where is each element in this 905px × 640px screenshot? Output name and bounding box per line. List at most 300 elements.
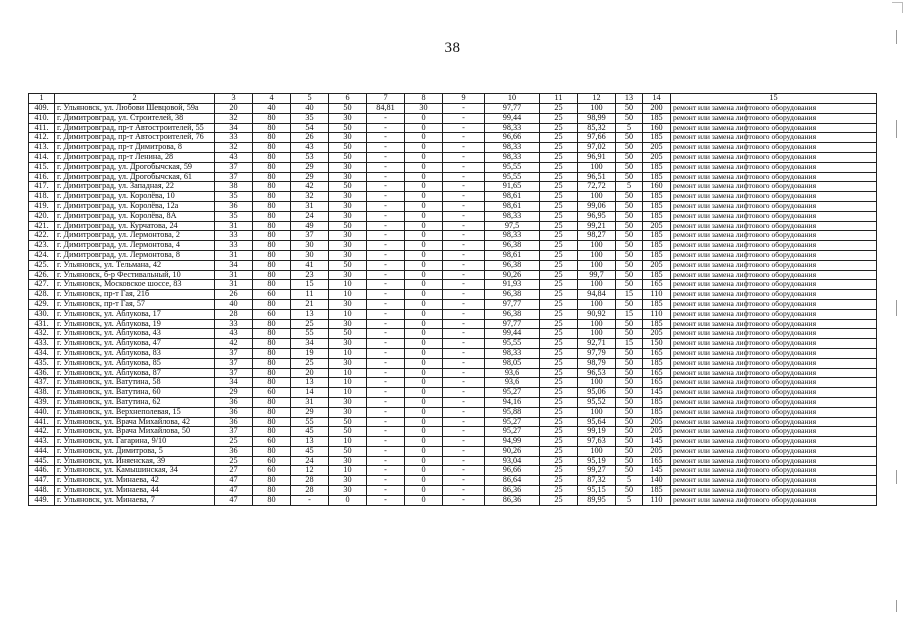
value-cell: 0 bbox=[405, 397, 443, 407]
value-cell: 185 bbox=[643, 270, 671, 280]
value-cell: 93,6 bbox=[485, 368, 540, 378]
value-cell: 145 bbox=[643, 388, 671, 398]
value-cell: 185 bbox=[643, 192, 671, 202]
value-cell: 160 bbox=[643, 182, 671, 192]
value-cell: 95,55 bbox=[485, 172, 540, 182]
value-cell: 33 bbox=[215, 319, 253, 329]
address-cell: г. Ульяновск, ул. Тельмана, 42 bbox=[55, 260, 215, 270]
value-cell: - bbox=[443, 241, 485, 251]
value-cell: 50 bbox=[616, 368, 643, 378]
value-cell: 185 bbox=[643, 358, 671, 368]
value-cell: 96,91 bbox=[578, 152, 616, 162]
value-cell: 80 bbox=[253, 446, 291, 456]
table-row bbox=[29, 172, 877, 182]
work-type-cell: ремонт или замена лифтового оборудования bbox=[671, 211, 877, 221]
work-type-cell: ремонт или замена лифтового оборудования bbox=[671, 250, 877, 260]
value-cell: 96,51 bbox=[578, 172, 616, 182]
value-cell: 185 bbox=[643, 133, 671, 143]
table-row bbox=[29, 368, 877, 378]
value-cell: 54 bbox=[291, 123, 329, 133]
value-cell: 185 bbox=[643, 172, 671, 182]
value-cell: 31 bbox=[215, 250, 253, 260]
value-cell: 35 bbox=[291, 113, 329, 123]
value-cell: 98,61 bbox=[485, 192, 540, 202]
value-cell: - bbox=[443, 280, 485, 290]
value-cell: 98,33 bbox=[485, 143, 540, 153]
value-cell: 0 bbox=[405, 280, 443, 290]
value-cell: 33 bbox=[215, 241, 253, 251]
value-cell: 20 bbox=[215, 104, 253, 114]
value-cell: 0 bbox=[405, 495, 443, 505]
value-cell: 0 bbox=[405, 290, 443, 300]
value-cell: 25 bbox=[540, 192, 578, 202]
value-cell: 0 bbox=[405, 162, 443, 172]
value-cell: 98,33 bbox=[485, 211, 540, 221]
row-number-cell: 421. bbox=[29, 221, 55, 231]
work-type-cell: ремонт или замена лифтового оборудования bbox=[671, 290, 877, 300]
value-cell: 99,06 bbox=[578, 201, 616, 211]
value-cell: 29 bbox=[291, 172, 329, 182]
row-number-cell: 443. bbox=[29, 437, 55, 447]
value-cell: 100 bbox=[578, 104, 616, 114]
work-type-cell: ремонт или замена лифтового оборудования bbox=[671, 182, 877, 192]
value-cell: 50 bbox=[616, 417, 643, 427]
value-cell: 97,79 bbox=[578, 348, 616, 358]
value-cell: 50 bbox=[616, 260, 643, 270]
table-row bbox=[29, 495, 877, 505]
value-cell: 47 bbox=[215, 486, 253, 496]
work-type-cell: ремонт или замена лифтового оборудования bbox=[671, 358, 877, 368]
value-cell: 99,21 bbox=[578, 221, 616, 231]
value-cell: - bbox=[443, 397, 485, 407]
address-cell: г. Ульяновск, ул. Ватутина, 60 bbox=[55, 388, 215, 398]
value-cell: 93,04 bbox=[485, 456, 540, 466]
value-cell: 25 bbox=[540, 123, 578, 133]
value-cell: 50 bbox=[329, 329, 367, 339]
value-cell: - bbox=[367, 280, 405, 290]
value-cell: 100 bbox=[578, 241, 616, 251]
value-cell: 185 bbox=[643, 319, 671, 329]
value-cell: 100 bbox=[578, 407, 616, 417]
value-cell: 205 bbox=[643, 427, 671, 437]
row-number-cell: 439. bbox=[29, 397, 55, 407]
value-cell: 110 bbox=[643, 290, 671, 300]
value-cell: 40 bbox=[253, 104, 291, 114]
value-cell: 95,55 bbox=[485, 162, 540, 172]
value-cell: 0 bbox=[405, 427, 443, 437]
table-body bbox=[29, 104, 877, 506]
row-number-cell: 420. bbox=[29, 211, 55, 221]
value-cell: 26 bbox=[291, 133, 329, 143]
value-cell: 50 bbox=[616, 221, 643, 231]
table-row bbox=[29, 133, 877, 143]
value-cell: - bbox=[443, 446, 485, 456]
column-header: 14 bbox=[643, 94, 671, 104]
table-row bbox=[29, 427, 877, 437]
table-row bbox=[29, 260, 877, 270]
value-cell: 10 bbox=[329, 378, 367, 388]
value-cell: - bbox=[367, 319, 405, 329]
address-cell: г. Димитровград, ул. Курчатова, 24 bbox=[55, 221, 215, 231]
table-row bbox=[29, 388, 877, 398]
value-cell: 80 bbox=[253, 495, 291, 505]
value-cell: - bbox=[443, 319, 485, 329]
row-number-cell: 413. bbox=[29, 143, 55, 153]
value-cell: 12 bbox=[291, 466, 329, 476]
table-row bbox=[29, 358, 877, 368]
table-row bbox=[29, 162, 877, 172]
value-cell: 94,99 bbox=[485, 437, 540, 447]
value-cell: 29 bbox=[215, 388, 253, 398]
table-row bbox=[29, 309, 877, 319]
value-cell: 95,27 bbox=[485, 427, 540, 437]
table-row bbox=[29, 280, 877, 290]
value-cell: 34 bbox=[215, 123, 253, 133]
table-row bbox=[29, 437, 877, 447]
value-cell: 45 bbox=[291, 446, 329, 456]
value-cell: 0 bbox=[405, 231, 443, 241]
value-cell: 0 bbox=[405, 319, 443, 329]
value-cell: 25 bbox=[540, 378, 578, 388]
value-cell: - bbox=[443, 290, 485, 300]
table-row bbox=[29, 486, 877, 496]
value-cell: 80 bbox=[253, 348, 291, 358]
row-number-cell: 415. bbox=[29, 162, 55, 172]
address-cell: г. Ульяновск, ул. Аблукова, 87 bbox=[55, 368, 215, 378]
value-cell: 28 bbox=[291, 486, 329, 496]
value-cell: - bbox=[367, 339, 405, 349]
value-cell: 95,06 bbox=[578, 388, 616, 398]
value-cell: - bbox=[367, 290, 405, 300]
address-cell: г. Димитровград, ул. Дрогобычская, 59 bbox=[55, 162, 215, 172]
value-cell: 0 bbox=[405, 437, 443, 447]
value-cell: 80 bbox=[253, 486, 291, 496]
value-cell: 27 bbox=[215, 466, 253, 476]
value-cell: 0 bbox=[405, 250, 443, 260]
value-cell: 24 bbox=[291, 211, 329, 221]
value-cell: 50 bbox=[616, 104, 643, 114]
value-cell: 25 bbox=[540, 152, 578, 162]
address-cell: г. Димитровград, пр-т Ленина, 28 bbox=[55, 152, 215, 162]
value-cell: 185 bbox=[643, 211, 671, 221]
value-cell: - bbox=[443, 358, 485, 368]
value-cell: - bbox=[443, 162, 485, 172]
value-cell: 98,27 bbox=[578, 231, 616, 241]
value-cell: 100 bbox=[578, 162, 616, 172]
row-number-cell: 409. bbox=[29, 104, 55, 114]
value-cell: 34 bbox=[215, 260, 253, 270]
address-cell: г. Ульяновск, ул. Врача Михайлова, 50 bbox=[55, 427, 215, 437]
work-type-cell: ремонт или замена лифтового оборудования bbox=[671, 260, 877, 270]
value-cell: - bbox=[367, 476, 405, 486]
value-cell: 80 bbox=[253, 250, 291, 260]
value-cell: 36 bbox=[215, 407, 253, 417]
value-cell: 10 bbox=[329, 388, 367, 398]
value-cell: 30 bbox=[329, 339, 367, 349]
value-cell: 0 bbox=[405, 143, 443, 153]
value-cell: 145 bbox=[643, 437, 671, 447]
value-cell: 50 bbox=[616, 427, 643, 437]
value-cell: 50 bbox=[616, 397, 643, 407]
value-cell: - bbox=[367, 162, 405, 172]
address-cell: г. Ульяновск, ул. Врача Михайлова, 42 bbox=[55, 417, 215, 427]
table-row bbox=[29, 348, 877, 358]
value-cell: 10 bbox=[329, 437, 367, 447]
value-cell: 13 bbox=[291, 437, 329, 447]
value-cell: 21 bbox=[291, 299, 329, 309]
value-cell: 96,95 bbox=[578, 211, 616, 221]
value-cell: 37 bbox=[215, 358, 253, 368]
value-cell: - bbox=[367, 172, 405, 182]
address-cell: г. Ульяновск, ул. Любови Шевцовой, 59а bbox=[55, 104, 215, 114]
address-cell: г. Димитровград, ул. Королёва, 12а bbox=[55, 201, 215, 211]
value-cell: 80 bbox=[253, 270, 291, 280]
value-cell: - bbox=[367, 182, 405, 192]
work-type-cell: ремонт или замена лифтового оборудования bbox=[671, 192, 877, 202]
value-cell: 96,38 bbox=[485, 290, 540, 300]
value-cell: 10 bbox=[329, 466, 367, 476]
column-header: 8 bbox=[405, 94, 443, 104]
value-cell: - bbox=[443, 182, 485, 192]
value-cell: 99,44 bbox=[485, 113, 540, 123]
value-cell: 50 bbox=[329, 152, 367, 162]
value-cell: 25 bbox=[540, 417, 578, 427]
value-cell: 15 bbox=[616, 309, 643, 319]
value-cell: 0 bbox=[405, 172, 443, 182]
value-cell: - bbox=[367, 192, 405, 202]
value-cell: 185 bbox=[643, 113, 671, 123]
work-type-cell: ремонт или замена лифтового оборудования bbox=[671, 456, 877, 466]
value-cell: 97,77 bbox=[485, 319, 540, 329]
table-row bbox=[29, 339, 877, 349]
row-number-cell: 433. bbox=[29, 339, 55, 349]
value-cell: 10 bbox=[329, 309, 367, 319]
value-cell: 60 bbox=[253, 309, 291, 319]
value-cell: 25 bbox=[540, 437, 578, 447]
value-cell: 91,93 bbox=[485, 280, 540, 290]
value-cell: - bbox=[367, 152, 405, 162]
table-row bbox=[29, 270, 877, 280]
value-cell: 0 bbox=[405, 446, 443, 456]
table-row bbox=[29, 446, 877, 456]
value-cell: 10 bbox=[329, 348, 367, 358]
value-cell: - bbox=[443, 143, 485, 153]
value-cell: 50 bbox=[616, 280, 643, 290]
margin-tick bbox=[896, 470, 897, 484]
value-cell: 30 bbox=[329, 231, 367, 241]
row-number-cell: 440. bbox=[29, 407, 55, 417]
value-cell: 32 bbox=[291, 192, 329, 202]
value-cell: 80 bbox=[253, 231, 291, 241]
value-cell: 30 bbox=[329, 476, 367, 486]
value-cell: 11 bbox=[291, 290, 329, 300]
value-cell: 0 bbox=[405, 133, 443, 143]
value-cell: - bbox=[443, 201, 485, 211]
value-cell: 50 bbox=[616, 211, 643, 221]
value-cell: - bbox=[443, 495, 485, 505]
value-cell: 50 bbox=[616, 192, 643, 202]
value-cell: 0 bbox=[405, 466, 443, 476]
value-cell: - bbox=[443, 113, 485, 123]
table-row bbox=[29, 466, 877, 476]
value-cell: 96,38 bbox=[485, 260, 540, 270]
value-cell: 40 bbox=[291, 104, 329, 114]
value-cell: 97,66 bbox=[578, 133, 616, 143]
value-cell: - bbox=[367, 427, 405, 437]
value-cell: 30 bbox=[329, 319, 367, 329]
value-cell: - bbox=[367, 113, 405, 123]
value-cell: 25 bbox=[540, 348, 578, 358]
value-cell: 0 bbox=[405, 152, 443, 162]
value-cell: - bbox=[443, 417, 485, 427]
value-cell: - bbox=[367, 388, 405, 398]
value-cell: 200 bbox=[643, 104, 671, 114]
value-cell: - bbox=[367, 270, 405, 280]
value-cell: - bbox=[367, 250, 405, 260]
value-cell: 80 bbox=[253, 182, 291, 192]
value-cell: 25 bbox=[540, 476, 578, 486]
value-cell: 36 bbox=[215, 397, 253, 407]
value-cell: - bbox=[443, 378, 485, 388]
value-cell: 25 bbox=[540, 466, 578, 476]
value-cell: 15 bbox=[616, 290, 643, 300]
row-number-cell: 441. bbox=[29, 417, 55, 427]
value-cell: 13 bbox=[291, 309, 329, 319]
value-cell: 25 bbox=[540, 104, 578, 114]
value-cell: 80 bbox=[253, 123, 291, 133]
work-type-cell: ремонт или замена лифтового оборудования bbox=[671, 143, 877, 153]
address-cell: г. Ульяновск, ул. Гагарина, 9/10 bbox=[55, 437, 215, 447]
column-header: 12 bbox=[578, 94, 616, 104]
address-cell: г. Ульяновск, ул. Минаева, 7 bbox=[55, 495, 215, 505]
row-number-cell: 417. bbox=[29, 182, 55, 192]
value-cell: 25 bbox=[291, 358, 329, 368]
table-row bbox=[29, 378, 877, 388]
value-cell: 80 bbox=[253, 211, 291, 221]
column-header: 11 bbox=[540, 94, 578, 104]
value-cell: 96,38 bbox=[485, 241, 540, 251]
value-cell: 5 bbox=[616, 182, 643, 192]
value-cell: - bbox=[367, 397, 405, 407]
elevator-repair-table bbox=[28, 93, 877, 506]
table-row bbox=[29, 476, 877, 486]
value-cell: 100 bbox=[578, 299, 616, 309]
value-cell: 80 bbox=[253, 299, 291, 309]
value-cell: 50 bbox=[616, 446, 643, 456]
row-number-cell: 445. bbox=[29, 456, 55, 466]
row-number-cell: 442. bbox=[29, 427, 55, 437]
table-row bbox=[29, 104, 877, 114]
value-cell: 50 bbox=[616, 270, 643, 280]
value-cell: 93,6 bbox=[485, 378, 540, 388]
value-cell: 25 bbox=[540, 250, 578, 260]
work-type-cell: ремонт или замена лифтового оборудования bbox=[671, 329, 877, 339]
value-cell: 80 bbox=[253, 162, 291, 172]
value-cell: 0 bbox=[405, 192, 443, 202]
value-cell: 30 bbox=[329, 211, 367, 221]
value-cell: 98,33 bbox=[485, 348, 540, 358]
value-cell: - bbox=[443, 348, 485, 358]
value-cell: 185 bbox=[643, 250, 671, 260]
value-cell: - bbox=[367, 358, 405, 368]
value-cell: 80 bbox=[253, 201, 291, 211]
value-cell: 30 bbox=[329, 113, 367, 123]
value-cell: 0 bbox=[405, 378, 443, 388]
value-cell: 97,77 bbox=[485, 299, 540, 309]
value-cell: 86,36 bbox=[485, 486, 540, 496]
value-cell: 29 bbox=[291, 407, 329, 417]
table-row bbox=[29, 123, 877, 133]
value-cell: 25 bbox=[540, 329, 578, 339]
work-type-cell: ремонт или замена лифтового оборудования bbox=[671, 309, 877, 319]
value-cell: - bbox=[291, 495, 329, 505]
value-cell: 50 bbox=[616, 319, 643, 329]
value-cell: 80 bbox=[253, 133, 291, 143]
value-cell: 34 bbox=[215, 378, 253, 388]
column-header: 2 bbox=[55, 94, 215, 104]
value-cell: 37 bbox=[215, 368, 253, 378]
column-header: 7 bbox=[367, 94, 405, 104]
value-cell: 0 bbox=[405, 113, 443, 123]
row-number-cell: 410. bbox=[29, 113, 55, 123]
value-cell: 25 bbox=[540, 446, 578, 456]
value-cell: 49 bbox=[291, 221, 329, 231]
work-type-cell: ремонт или замена лифтового оборудования bbox=[671, 466, 877, 476]
value-cell: 25 bbox=[540, 270, 578, 280]
value-cell: 96,66 bbox=[485, 133, 540, 143]
value-cell: 37 bbox=[215, 172, 253, 182]
value-cell: 25 bbox=[540, 486, 578, 496]
row-number-cell: 444. bbox=[29, 446, 55, 456]
value-cell: - bbox=[367, 133, 405, 143]
value-cell: 50 bbox=[329, 260, 367, 270]
value-cell: 23 bbox=[291, 270, 329, 280]
value-cell: - bbox=[367, 211, 405, 221]
value-cell: 165 bbox=[643, 348, 671, 358]
value-cell: 30 bbox=[291, 241, 329, 251]
value-cell: - bbox=[443, 388, 485, 398]
work-type-cell: ремонт или замена лифтового оборудования bbox=[671, 319, 877, 329]
value-cell: - bbox=[367, 446, 405, 456]
value-cell: 25 bbox=[540, 182, 578, 192]
value-cell: 30 bbox=[329, 299, 367, 309]
value-cell: - bbox=[367, 329, 405, 339]
value-cell: 30 bbox=[329, 407, 367, 417]
value-cell: 165 bbox=[643, 368, 671, 378]
value-cell: 100 bbox=[578, 378, 616, 388]
value-cell: 30 bbox=[329, 358, 367, 368]
value-cell: 47 bbox=[215, 495, 253, 505]
table-row bbox=[29, 250, 877, 260]
table-row bbox=[29, 221, 877, 231]
value-cell: 42 bbox=[291, 182, 329, 192]
value-cell: 80 bbox=[253, 221, 291, 231]
value-cell: 50 bbox=[616, 172, 643, 182]
value-cell: 0 bbox=[405, 201, 443, 211]
value-cell: 50 bbox=[329, 427, 367, 437]
address-cell: г. Ульяновск, Московское шоссе, 83 bbox=[55, 280, 215, 290]
value-cell: 30 bbox=[329, 397, 367, 407]
value-cell: 50 bbox=[616, 329, 643, 339]
value-cell: 97,63 bbox=[578, 437, 616, 447]
value-cell: 43 bbox=[215, 329, 253, 339]
value-cell: 25 bbox=[540, 231, 578, 241]
value-cell: 0 bbox=[405, 221, 443, 231]
work-type-cell: ремонт или замена лифтового оборудования bbox=[671, 241, 877, 251]
value-cell: 98,33 bbox=[485, 123, 540, 133]
value-cell: 185 bbox=[643, 299, 671, 309]
value-cell: 35 bbox=[215, 211, 253, 221]
